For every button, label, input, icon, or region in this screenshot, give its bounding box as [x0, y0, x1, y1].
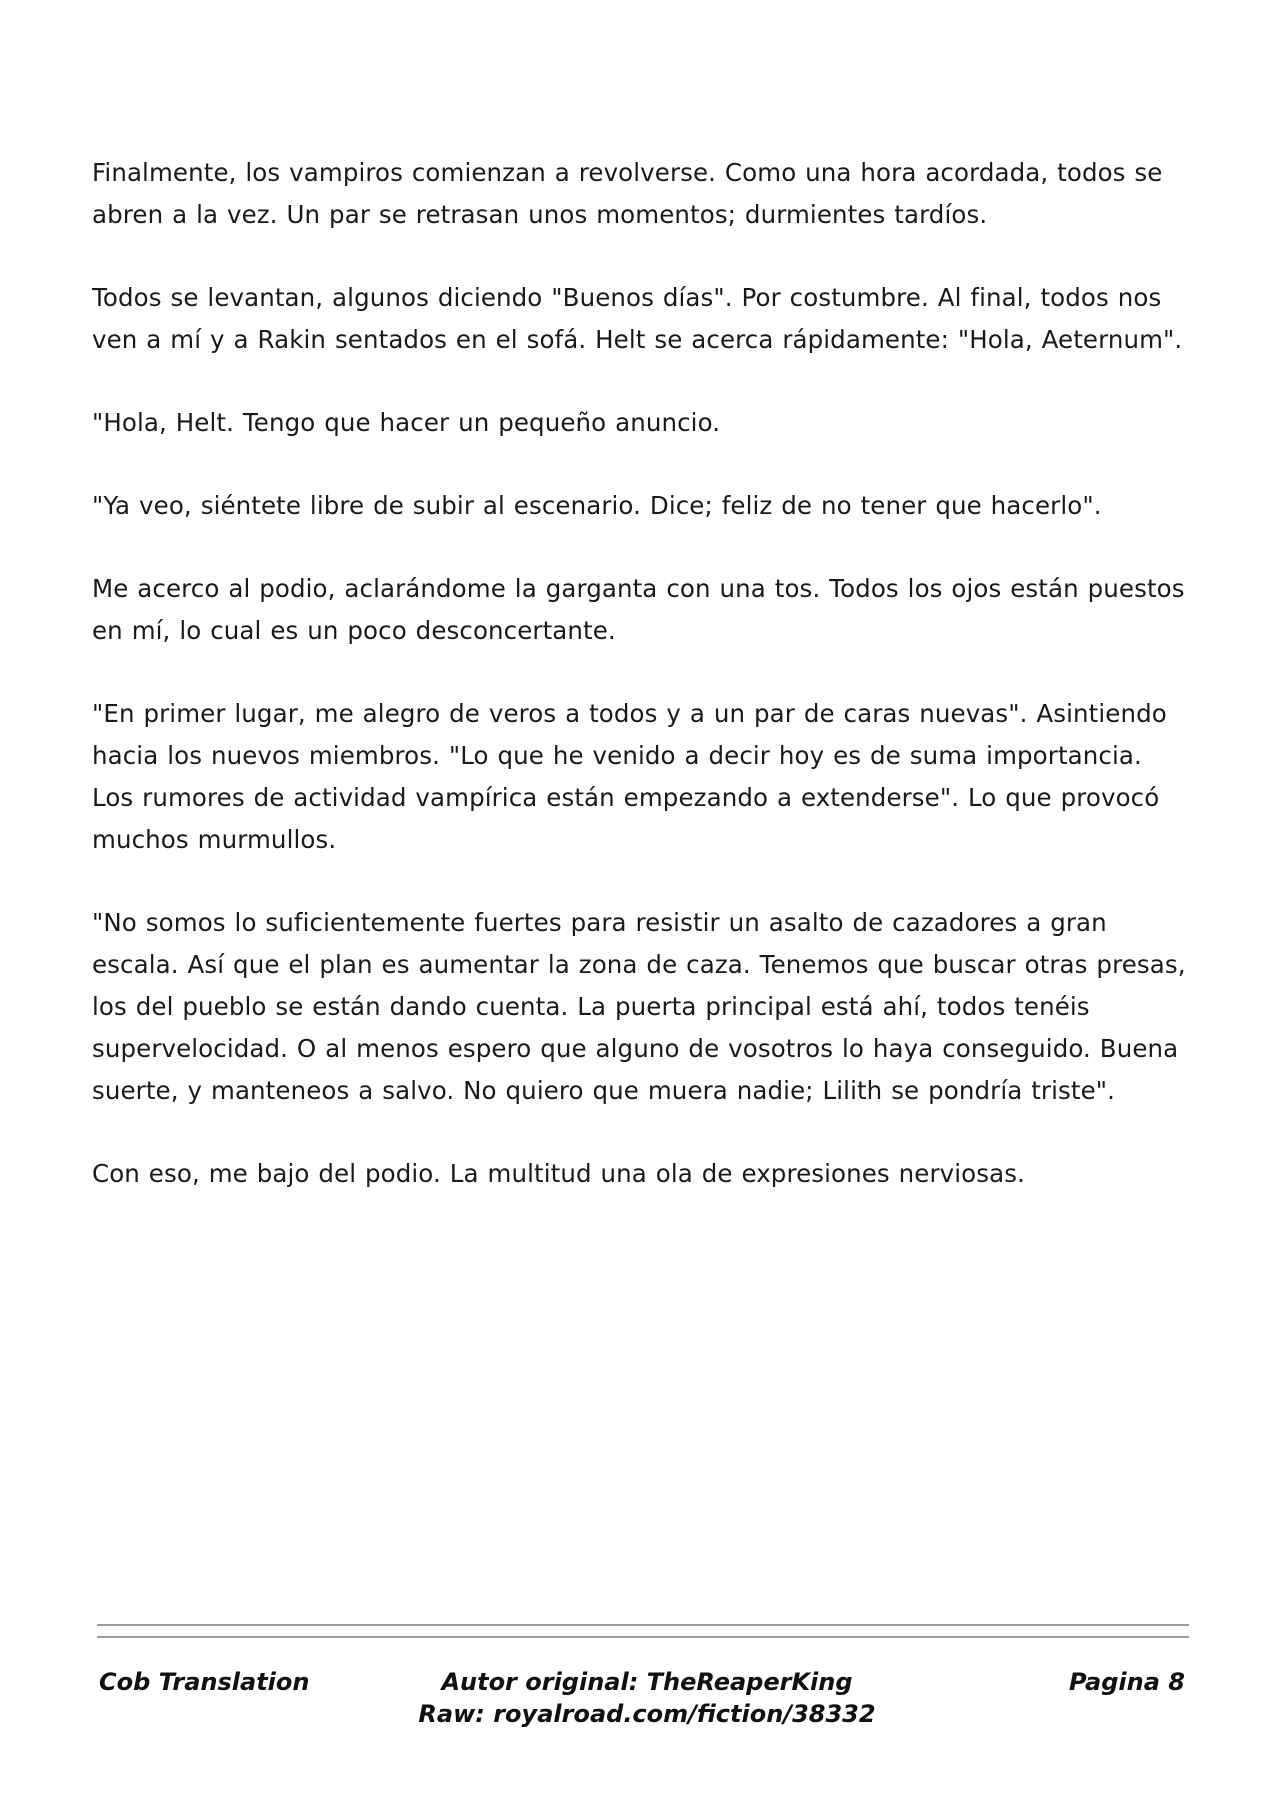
paragraph: "Ya veo, siéntete libre de subir al escenario. Dice; feliz de no tener que hacerlo". [92, 491, 1102, 520]
paragraph: Con eso, me bajo del podio. La multitud una ola de expresiones nerviosas. [92, 1159, 1025, 1188]
footer-source: Raw: royalroad.com/fiction/38332 [418, 1700, 876, 1728]
footer-credits [297, 1666, 997, 1730]
chapter-body [92, 152, 1192, 1236]
paragraph: "No somos lo suficientemente fuertes para resistir un asalto de cazadores a gran escala. Así que el plan es aumentar la zona de caza. Tenemos que buscar otras presas, los del pueblo se están dando cuenta. La puerta principal está ahí, todos tenéis supervelocidad. O al menos espero que alguno de vosotros lo haya conseguido. Buena suerte, y manteneos a salvo. No quiero que muera nadie; Lilith se pondría triste". [92, 908, 1186, 1105]
paragraph: Me acerco al podio, aclarándome la garganta con una tos. Todos los ojos están puestos en mí, lo cual es un poco desconcertante. [92, 574, 1185, 645]
footer-divider-bottom [97, 1636, 1189, 1638]
paragraph: "En primer lugar, me alegro de veros a todos y a un par de caras nuevas". Asintiendo hacia los nuevos miembros. "Lo que he venido a decir hoy es de suma importancia. Los rumores de actividad vampírica están empezando a extenderse". Lo que provocó muchos murmullos. [92, 699, 1167, 854]
paragraph: Todos se levantan, algunos diciendo "Buenos días". Por costumbre. Al final, todos nos ven a mí y a Rakin sentados en el sofá. Helt se acerca rápidamente: "Hola, Aeternum". [92, 283, 1183, 354]
page-number: Pagina 8 [1069, 1668, 1185, 1696]
paragraph: "Hola, Helt. Tengo que hacer un pequeño anuncio. [92, 408, 721, 437]
footer-divider-top [97, 1624, 1189, 1626]
footer-translator: Cob Translation [99, 1668, 310, 1696]
paragraph: Finalmente, los vampiros comienzan a revolverse. Como una hora acordada, todos se abren a la vez. Un par se retrasan unos momentos; durmientes tardíos. [92, 158, 1163, 229]
footer-author: Autor original: TheReaperKing [441, 1668, 853, 1696]
